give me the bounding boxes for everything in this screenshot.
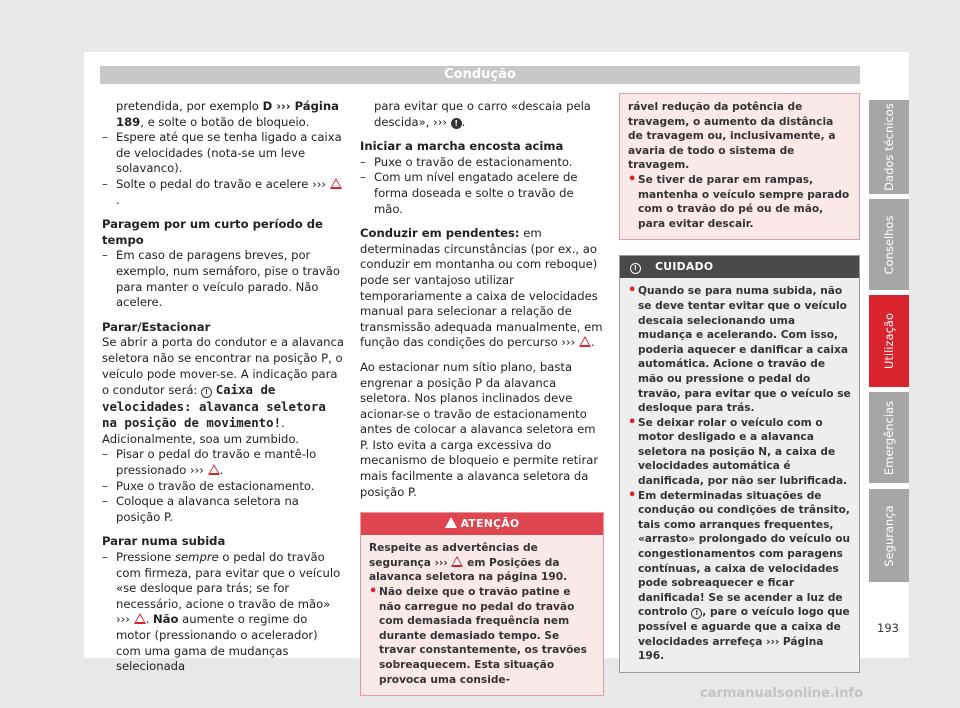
section-heading: Parar numa subida	[102, 534, 226, 549]
list-item: • Não deixe que o travão patine e não carregue no pedal do travão com demasiada frequência nem durante demasiado tempo. Se travar constantemente, os travões sobreaquecem. Esta situação provoca uma conside-	[369, 585, 595, 687]
warning-triangle-icon	[451, 556, 463, 567]
page-title: Condução	[100, 66, 860, 84]
info-icon: !	[451, 118, 462, 129]
list-item: – Puxe o travão de estacionamento.	[360, 155, 604, 171]
section-heading: Parar/Estacionar	[102, 319, 211, 334]
page-link[interactable]: D ››› Página 189	[116, 99, 339, 129]
text: Pisar o pedal do travão e mantê-lo pressionado ›››	[116, 447, 317, 478]
warning-light-icon: !	[201, 387, 212, 398]
emphasis: Não	[152, 612, 179, 627]
caution-box-body	[620, 278, 859, 671]
paragraph	[369, 541, 595, 585]
warning-box-continued	[619, 93, 860, 240]
paragraph: rável redução da potência de travagem, o aumento da distância de travagem ou, inclusivamente, a avaria de todo o sistema de travagem.	[628, 101, 836, 172]
paragraph: Conduzir em pendentes: em determinadas circunstâncias (por ex., ao conduzir em montanha ou com reboque) pode ser vantajoso utilizar temporariamente a caixa de velocidades manual para selecionar a relação de transmissão adequada manualmente, em função das condições do percurso ››› .	[360, 226, 603, 350]
section-heading: Paragem por um curto período de tempo	[102, 217, 323, 247]
page-number: 193	[877, 621, 899, 635]
tab-utilizacao[interactable]	[869, 295, 909, 387]
text: Respeite as advertências de segurança ›››	[369, 542, 538, 569]
text: aumente o regime do motor (pressionando o acelerador) com uma gama de mudanças selecionada	[116, 612, 318, 674]
text: o pedal do travão com firmeza, para evitar que o veículo «se desloque para trás; se for necessário, acione o travão de mão» ›››	[116, 550, 341, 627]
text: Solte o pedal do travão e acelere ›››	[116, 176, 327, 191]
list-item	[102, 550, 344, 675]
warning-box-header	[361, 513, 603, 535]
text: Pressione	[116, 550, 175, 565]
paragraph	[102, 99, 344, 130]
paragraph: para evitar que o carro «descaia pela descida», ››› ! .	[374, 99, 591, 129]
warning-box-body	[620, 94, 859, 239]
display-message: Caixa de velocidades: alavanca seletora na posição de movimento!	[102, 382, 326, 431]
column-2	[360, 99, 604, 696]
tab-dados-tecnicos[interactable]	[869, 100, 909, 194]
tab-conselhos[interactable]	[869, 199, 909, 290]
caution-title: CUIDADO	[655, 260, 714, 274]
column-1	[102, 99, 344, 675]
list-item: • Se deixar rolar o veículo com o motor desligado e a alavanca seletora na posição N, a caixa de velocidades automática é danificada, por não ser lubrificada.	[628, 416, 851, 489]
text: para evitar que o carro «descaia pela descida», ›››	[374, 99, 591, 129]
section-heading: Iniciar a marcha encosta acima	[360, 139, 564, 154]
text: Se abrir a porta do condutor e a alavanca seletora não se encontrar na posição P, o veículo pode mover-se. A indicação para o condutor será:	[102, 335, 345, 398]
tab-label: Utilização	[882, 312, 896, 370]
list-item: – Coloque a alavanca seletora na posição P.	[102, 494, 344, 525]
tab-emergencias[interactable]	[869, 392, 909, 483]
text: . Adicionalmente, soa um zumbido.	[102, 416, 299, 446]
caution-box	[619, 255, 860, 672]
warning-triangle-icon	[208, 464, 220, 475]
list-item	[628, 489, 851, 664]
list-item: – Puxe o travão de estacionamento.	[102, 479, 344, 495]
emphasis: sempre	[175, 550, 219, 565]
paragraph: Ao estacionar num sítio plano, basta engrenar a posição P da alavanca seletora. Nos planos inclinados deve acionar-se o travão de estacionamento antes de colocar a alavanca seletora em P. Isto evita a carga excessiva do mecanismo de bloqueio e permite retirar mais facilmente a alavanca seletora da posição P.	[360, 359, 599, 499]
inline-heading: Conduzir em pendentes:	[360, 226, 520, 241]
text: em determinadas circunstâncias (por ex., ao conduzir em montanha ou com reboque) pode ser vantajoso utilizar temporariamente a caixa de velocidades manual para selecionar a relação de transmissão adequada manualmente, em função das condições do percurso ›››	[360, 226, 603, 350]
warning-title: ATENÇÃO	[460, 517, 520, 531]
text: .	[145, 612, 153, 627]
warning-light-icon: !	[691, 608, 702, 619]
column-3	[619, 93, 860, 673]
list-item: – Solte o pedal do travão e acelere ››› .	[102, 177, 344, 208]
list-item: – Em caso de paragens breves, por exemplo, num semáforo, pise o travão para manter o veículo parado. Não acelere.	[102, 248, 344, 310]
list-item: • Quando se para numa subida, não se deve tentar evitar que o veículo descaia selecionando uma mudança e acelerando. Com isso, poderia aquecer e danificar a caixa automática. Acione o travão de mão ou pressione o pedal do travão, para evitar que o veículo se desloque para trás.	[628, 284, 851, 415]
caution-box-header	[620, 256, 859, 278]
tab-label: Conselhos	[882, 215, 896, 274]
list-item: • Se tiver de parar em rampas, mantenha o veículo sempre parado com o travão do pé ou de mão, para evitar descair.	[628, 173, 851, 231]
tab-label: Emergências	[882, 400, 896, 475]
warning-triangle-icon	[330, 178, 342, 189]
caution-icon: !	[630, 263, 641, 274]
text: , e solte o botão de bloqueio.	[140, 114, 310, 129]
warning-triangle-icon	[134, 613, 146, 624]
text: pretendida, por exemplo	[116, 99, 263, 113]
watermark: carmanualsonline.info	[700, 686, 864, 701]
text: Em determinadas situações de condução ou condições de trânsito, tais como arranques frequentes, «arrasto» prolongado do veículo ou congestionamentos com paragens contínuas, a caixa de velocidades pode sobreaquecer e ficar danificada! Se se acender a luz de controlo	[638, 489, 851, 619]
paragraph	[102, 335, 344, 447]
list-item: – Espere até que se tenha ligado a caixa de velocidades (nota-se um leve solavanco).	[102, 130, 344, 177]
text: , pare o veículo logo que possível e aguarde que a caixa de velocidades arrefeça ››› Página 196.	[638, 606, 850, 663]
warning-triangle-icon	[579, 336, 591, 347]
list-item: – Com um nível engatado acelere de forma doseada e solte o travão de mão.	[360, 170, 604, 217]
tab-label: Segurança	[882, 504, 896, 567]
list-item: – Pisar o pedal do travão e mantê-lo pressionado ››› .	[102, 447, 344, 478]
warning-triangle-icon	[445, 517, 457, 528]
tab-label: Dados técnicos	[882, 103, 896, 191]
warning-box-body	[361, 535, 603, 695]
text: em Posições da alavanca seletora na página 190.	[369, 556, 568, 584]
warning-box	[360, 512, 604, 696]
tab-seguranca[interactable]	[869, 489, 909, 582]
